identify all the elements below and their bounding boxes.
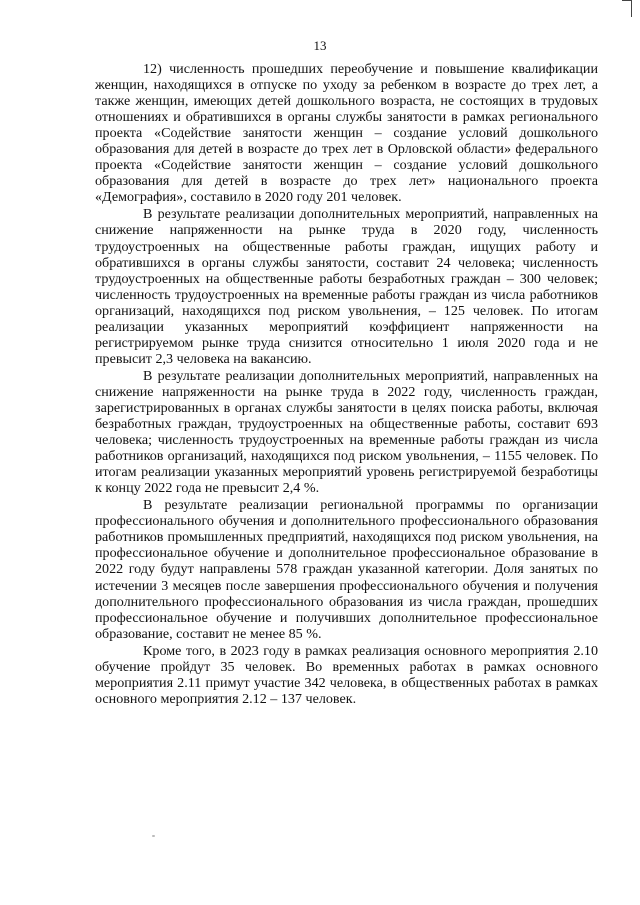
scan-artifact: [152, 835, 155, 837]
paragraph-results-2020: В результате реализации дополнительных мероприятий, направленных на снижение напряженности на рынке труда в 2020 году, численность трудоустроенных на общественные работы граждан, ищущих работу и обратившихся в органы службы занятости, составит 24 человека; численность трудоустроенных на общественные работы безработных граждан – 300 человек; численность трудоустроенных на временные работы граждан из числа работников организаций, находящихся под риском увольнения, – 125 человек. По итогам реализации указанных мероприятий коэффициент напряженности на регистрируемом рынке труда снизится относительно 1 июля 2020 года и не превысит 2,3 человека на вакансию.: [95, 206, 598, 367]
paragraph-2023-measures: Кроме того, в 2023 году в рамках реализация основного мероприятия 2.10 обучение пройдут 35 человек. Во временных работах в рамках основного мероприятия 2.11 примут участие 342 человека, в общественных работах в рамках основного мероприятия 2.12 – 137 человек.: [95, 642, 598, 707]
paragraph-regional-program: В результате реализации региональной программы по организации профессионального обучения и дополнительного профессионального образования работников промышленных предприятий, находящихся под риском увольнения, на профессиональное обучение и дополнительное профессиональное образование в 2022 году будут направлены 578 граждан указанной категории. Доля занятых по истечении 3 месяцев после завершения профессионального обучения и получения дополнительного профессионального образования из числа граждан, прошедших профессиональное обучение и получивших дополнительное профессиональное образование, составит не менее 85 %.: [95, 497, 598, 642]
paragraph-item-12: 12) численность прошедших переобучение и повышение квалификации женщин, находящихся в отпуске по уходу за ребенком в возрасте до трех лет, а также женщин, имеющих детей дошкольного возраста, не состоящих в трудовых отношениях и обратившихся в органы службы занятости в рамках регионального проекта «Содействие занятости женщин – создание условий дошкольного образования для детей в возрасте до трех лет в Орловской области» федерального проекта «Содействие занятости женщин – создание условий дошкольного образования для детей в возрасте до трех лет» национального проекта «Демография», составило в 2020 году 201 человек.: [95, 61, 598, 206]
scan-corner-mark: [622, 0, 632, 17]
paragraph-results-2022: В результате реализации дополнительных мероприятий, направленных на снижение напряженности на рынке труда в 2022 году, численность граждан, зарегистрированных в органах службы занятости в целях поиска работы, включая безработных граждан, трудоустроенных на общественные работы, составит 693 человека; численность трудоустроенных на временные работы граждан из числа работников организаций, находящихся под риском увольнения, – 1155 человек. По итогам реализации указанных мероприятий уровень регистрируемой безработицы к концу 2022 года не превысит 2,4 %.: [95, 367, 598, 497]
document-body: [95, 61, 598, 708]
page-number: 13: [313, 38, 327, 53]
